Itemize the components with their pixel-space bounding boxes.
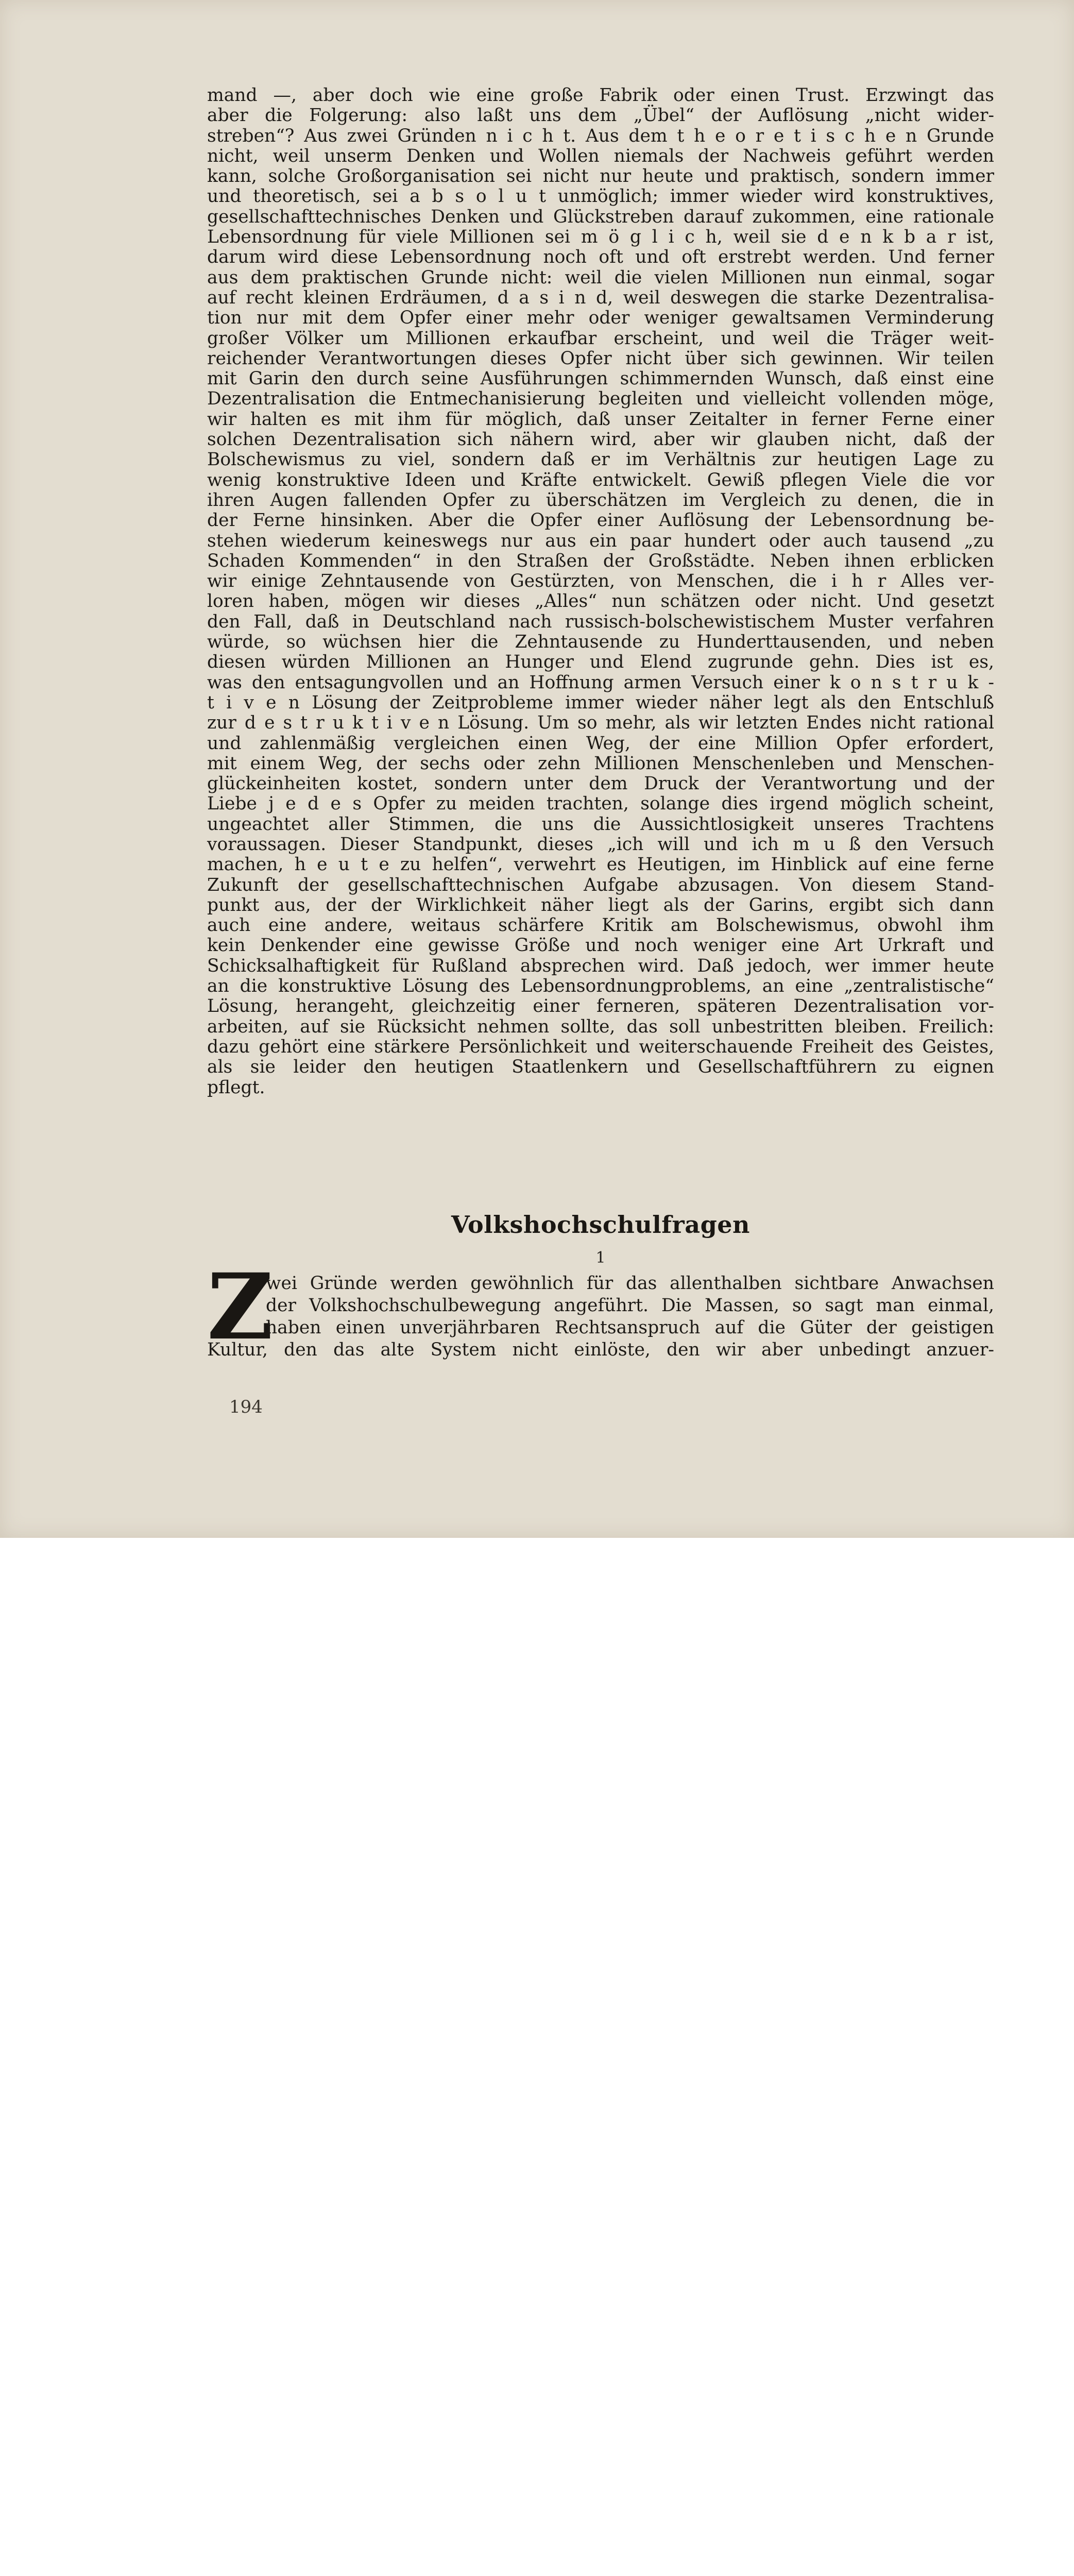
text-line: solchen Dezentralisation sich nähern wird, aber wir glauben nicht, daß der bbox=[207, 429, 994, 450]
text-line: kein Denkender eine gewisse Größe und noch weniger eine Art Urkraft und bbox=[207, 935, 994, 956]
text-line: ihren Augen fallenden Opfer zu überschätzen im Vergleich zu denen, die in bbox=[207, 489, 994, 511]
text-line: zur d e s t r u k t i v e n Lösung. Um so mehr, als wir letzten Endes nicht rational bbox=[207, 713, 994, 734]
text-line: Lösung, herangeht, gleichzeitig einer ferneren, späteren Dezentralisation vor- bbox=[207, 996, 994, 1017]
text-line: Dezentralisation die Entmechanisierung begleiten und vielleicht vollenden möge, bbox=[207, 388, 994, 410]
text-line: den Fall, daß in Deutschland nach russisch-bolschewistischem Muster verfahren bbox=[207, 611, 994, 632]
text-line: ungeachtet aller Stimmen, die uns die Aussichtlosigkeit unseres Trachtens bbox=[207, 814, 994, 835]
text-line: loren haben, mögen wir dieses „Alles“ nun schätzen oder nicht. Und gesetzt bbox=[207, 591, 994, 612]
text-line: kann, solche Großorganisation sei nicht nur heute und praktisch, sondern immer bbox=[207, 166, 994, 187]
text-line: wir einige Zehntausende von Gestürzten, von Menschen, die i h r Alles ver- bbox=[207, 571, 994, 592]
text-line: an die konstruktive Lösung des Lebensordnungproblems, an eine „zentralistische“ bbox=[207, 976, 994, 997]
text-line: und zahlenmäßig vergleichen einen Weg, der eine Million Opfer erfordert, bbox=[207, 733, 994, 754]
text-line: mit einem Weg, der sechs oder zehn Millionen Menschenleben und Menschen- bbox=[207, 753, 994, 774]
drop-cap: Z bbox=[207, 1253, 274, 1360]
text-line: Bolschewismus zu viel, sondern daß er im Verhältnis zur heutigen Lage zu bbox=[207, 449, 994, 470]
text-line: punkt aus, der der Wirklichkeit näher liegt als der Garins, ergibt sich dann bbox=[207, 894, 994, 916]
text-line: Schaden Kommenden“ in den Straßen der Großstädte. Neben ihnen erblicken bbox=[207, 550, 994, 571]
text-line: reichender Verantwortungen dieses Opfer nicht über sich gewinnen. Wir teilen bbox=[207, 348, 994, 369]
text-line: mand —, aber doch wie eine große Fabrik oder einen Trust. Erzwingt das bbox=[207, 85, 994, 106]
text-line: Liebe j e d e s Opfer zu meiden trachten, solange dies irgend möglich scheint, bbox=[207, 793, 994, 815]
text-line: auf recht kleinen Erdräumen, d a s i n d, weil deswegen die starke Dezentralisa- bbox=[207, 287, 994, 308]
text-line: wir halten es mit ihm für möglich, daß unser Zeitalter in ferner Ferne einer bbox=[207, 409, 994, 430]
text-line: nicht, weil unserm Denken und Wollen niemals der Nachweis geführt werden bbox=[207, 145, 994, 166]
text-line: pflegt. bbox=[207, 1077, 265, 1098]
text-line: als sie leider den heutigen Staatlenkern und Gesellschaftführern zu eignen bbox=[207, 1057, 994, 1078]
text-line: aber die Folgerung: also laßt uns dem „Übel“ der Auflösung „nicht wider- bbox=[207, 105, 994, 126]
section-text bbox=[207, 1273, 994, 1361]
text-line: gesellschafttechnisches Denken und Glückstreben darauf zukommen, eine rationale bbox=[207, 206, 994, 227]
text-line: dazu gehört eine stärkere Persönlichkeit und weiterschauende Freiheit des Geistes, bbox=[207, 1036, 994, 1057]
section-number: 1 bbox=[595, 1249, 606, 1267]
body-text bbox=[207, 86, 994, 1098]
text-line: streben“? Aus zwei Gründen n i c h t. Aus dem t h e o r e t i s c h e n Grunde bbox=[207, 125, 994, 146]
text-line: wenig konstruktive Ideen und Kräfte entwickelt. Gewiß pflegen Viele die vor bbox=[207, 469, 994, 490]
text-line: stehen wiederum keineswegs nur aus ein paar hundert oder auch tausend „zu bbox=[207, 530, 994, 551]
text-line: auch eine andere, weitaus schärfere Kritik am Bolschewismus, obwohl ihm bbox=[207, 915, 994, 936]
text-line: Lebensordnung für viele Millionen sei m ö g l i c h, weil sie d e n k b a r ist, bbox=[207, 227, 994, 248]
text-line: was den entsagungvollen und an Hoffnung armen Versuch einer k o n s t r u k - bbox=[207, 672, 994, 693]
text-line: arbeiten, auf sie Rücksicht nehmen sollte, das soll unbestritten bleiben. Freilich: bbox=[207, 1016, 994, 1037]
text-line: Zukunft der gesellschafttechnischen Aufgabe abzusagen. Von diesem Stand- bbox=[207, 874, 994, 895]
text-line: und theoretisch, sei a b s o l u t unmöglich; immer wieder wird konstruktives, bbox=[207, 186, 994, 207]
text-line: t i v e n Lösung der Zeitprobleme immer wieder näher legt als den Entschluß bbox=[207, 692, 994, 713]
text-line: aus dem praktischen Grunde nicht: weil die vielen Millionen nun einmal, sogar bbox=[207, 267, 994, 288]
section-heading: Volkshochschulfragen bbox=[451, 1211, 750, 1239]
text-line: machen, h e u t e zu helfen“, verwehrt es Heutigen, im Hinblick auf eine ferne bbox=[207, 854, 994, 875]
viewer-footer bbox=[0, 1538, 1074, 1622]
section-line: wei Gründe werden gewöhnlich für das allenthalben sichtbare Anwachsen bbox=[266, 1273, 994, 1294]
text-line: tion nur mit dem Opfer einer mehr oder weniger gewaltsamen Verminderung bbox=[207, 308, 994, 329]
text-line: voraussagen. Dieser Standpunkt, dieses „ich will und ich m u ß den Versuch bbox=[207, 834, 994, 855]
text-line: großer Völker um Millionen erkaufbar erscheint, und weil die Träger weit- bbox=[207, 328, 994, 349]
section-line: der Volkshochschulbewegung angeführt. Die Massen, so sagt man einmal, bbox=[266, 1295, 994, 1316]
text-line: Schicksalhaftigkeit für Rußland absprechen wird. Daß jedoch, wer immer heute bbox=[207, 955, 994, 976]
text-line: glückeinheiten kostet, sondern unter dem Druck der Verantwortung und der bbox=[207, 773, 994, 794]
text-line: darum wird diese Lebensordnung noch oft und oft erstrebt werden. Und ferner bbox=[207, 247, 994, 268]
text-line: würde, so wüchsen hier die Zehntausende zu Hunderttausenden, und neben bbox=[207, 632, 994, 653]
text-line: der Ferne hinsinken. Aber die Opfer einer Auflösung der Lebensordnung be- bbox=[207, 510, 994, 531]
section-line: haben einen unverjährbaren Rechtsanspruch auf die Güter der geistigen bbox=[266, 1317, 994, 1338]
page-number: 194 bbox=[229, 1397, 263, 1417]
text-line: diesen würden Millionen an Hunger und Elend zugrunde gehn. Dies ist es, bbox=[207, 652, 994, 673]
section-line: Kultur, den das alte System nicht einlöste, den wir aber unbedingt anzuer- bbox=[207, 1340, 994, 1360]
text-line: mit Garin den durch seine Ausführungen schimmernden Wunsch, daß einst eine bbox=[207, 368, 994, 389]
